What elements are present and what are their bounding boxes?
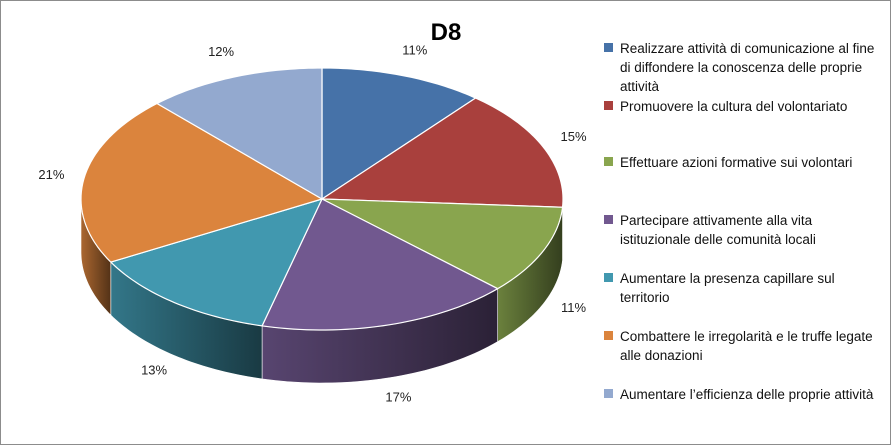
- legend-swatch: [604, 43, 613, 52]
- legend-label: Effettuare azioni formative sui volontari: [620, 155, 853, 170]
- legend-item-3: [604, 153, 884, 172]
- data-label-2: 15%: [560, 128, 587, 144]
- legend-swatch: [604, 101, 613, 110]
- pie-top-faces: [81, 68, 563, 330]
- legend-label: Aumentare la presenza capillare sul territorio: [620, 271, 835, 305]
- legend-label: Promuovere la cultura del volontariato: [620, 99, 848, 114]
- legend-item-5: [604, 269, 884, 307]
- legend-swatch: [604, 331, 613, 340]
- data-label-6: 21%: [38, 167, 65, 183]
- legend-swatch: [604, 389, 613, 398]
- legend-label: Combattere le irregolarità e le truffe legate alle donazioni: [620, 329, 873, 363]
- pie-chart: [1, 1, 601, 444]
- data-label-3: 11%: [560, 300, 587, 316]
- legend-label: Partecipare attivamente alla vita istituzionale delle comunità locali: [620, 213, 816, 247]
- data-label-5: 13%: [141, 362, 168, 378]
- legend-item-7: [604, 385, 884, 404]
- data-label-1: 11%: [402, 42, 428, 58]
- data-label-7: 12%: [208, 44, 235, 60]
- chart-title: D8: [430, 19, 462, 46]
- legend-item-4: [604, 211, 884, 249]
- legend-swatch: [604, 157, 613, 166]
- legend-label: Realizzare attività di comunicazione al fine di diffondere la conoscenza delle proprie attività: [620, 41, 875, 94]
- legend-label: Aumentare l’efficienza delle proprie attività: [620, 387, 874, 402]
- legend-item-1: [604, 39, 884, 96]
- data-label-4: 17%: [385, 389, 412, 405]
- legend-swatch: [604, 215, 613, 224]
- legend-swatch: [604, 273, 613, 282]
- legend-item-6: [604, 327, 884, 365]
- legend-item-2: [604, 97, 884, 116]
